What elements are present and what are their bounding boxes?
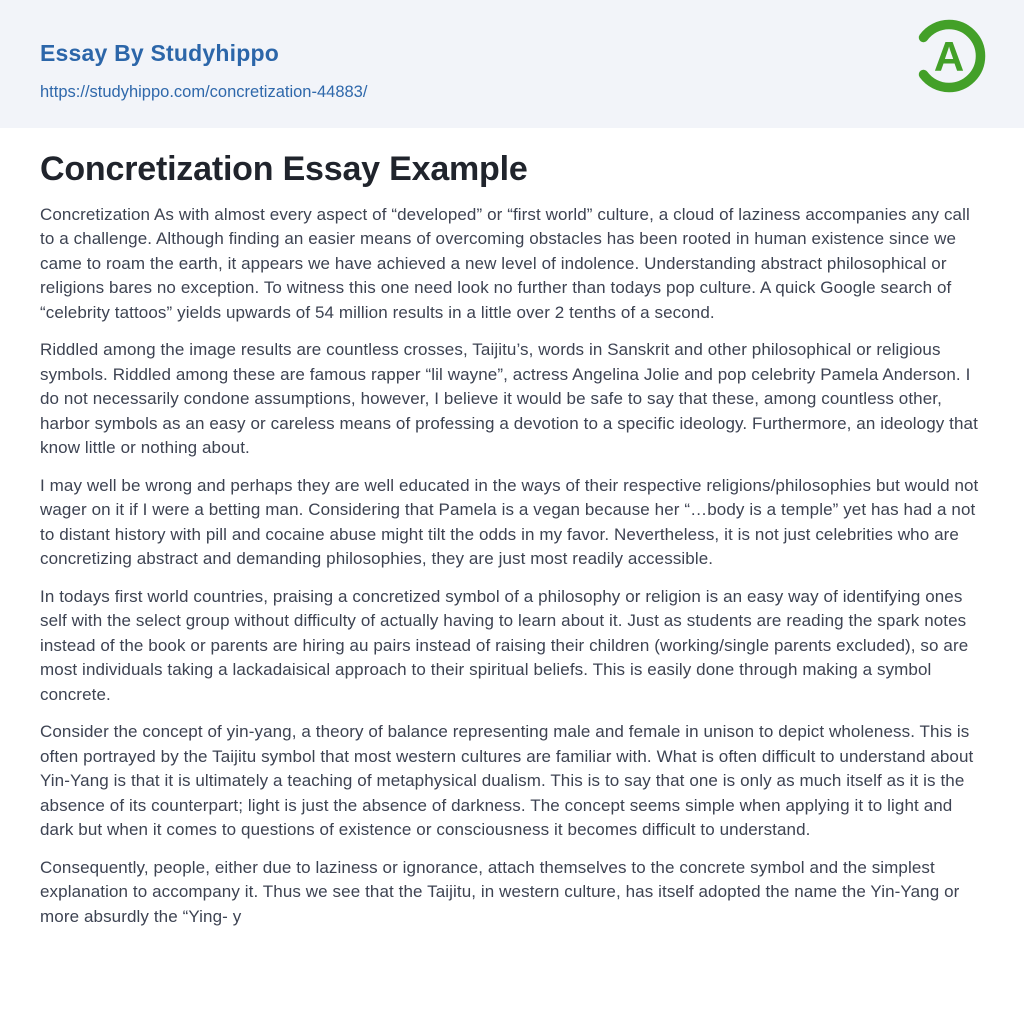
studyhippo-logo-icon: [910, 17, 988, 95]
essay-paragraph: Consequently, people, either due to laziness or ignorance, attach themselves to the concrete symbol and the simplest explanation to accompany it. Thus we see that the Taijitu, in western culture, has itself adopted the name the Yin-Yang or more absurdly the “Ying- y: [40, 857, 960, 926]
source-url-link[interactable]: https://studyhippo.com/concretization-44883/: [40, 82, 368, 101]
essay-title: Concretization Essay Example: [40, 150, 528, 188]
essay-body: [40, 203, 984, 970]
essay-content: [0, 149, 1024, 969]
page-header: [0, 0, 1024, 128]
byline-title: Essay By Studyhippo: [40, 40, 279, 66]
essay-paragraph: I may well be wrong and perhaps they are well educated in the ways of their respective religions/philosophies but would not wager on it if I were a betting man. Considering that Pamela is a vegan because her “…body is a temple” yet has had a not to distant history with pill and cocaine abuse might tilt the odds in my favor. Nevertheless, it is not just celebrities who are concretizing abstract and demanding philosophies, they are just most readily accessible.: [40, 475, 979, 569]
logo-arc-icon: [910, 17, 988, 95]
essay-paragraph: Consider the concept of yin-yang, a theory of balance representing male and female in unison to depict wholeness. This is often portrayed by the Taijitu symbol that most western cultures are familiar with. What is often difficult to understand about Yin-Yang is that it is ultimately a teaching of metaphysical dualism. This is to say that one is only as much itself as it is the absence of its counterpart; light is just the absence of darkness. The concept seems simple when applying it to light and dark but when it comes to questions of existence or consciousness it becomes difficult to understand.: [40, 722, 974, 840]
essay-paragraph: In todays first world countries, praising a concretized symbol of a philosophy or religion is an easy way of identifying ones self with the select group without difficulty of actually having to learn about it. Just as students are reading the spark notes instead of the book or parents are hiring au pairs instead of raising their children (working/single parents excluded), so are most individuals taking a lackadaisical approach to their spiritual beliefs. This is easily done through making a symbol concrete.: [40, 586, 969, 704]
essay-paragraph: Concretization As with almost every aspect of “developed” or “first world” culture, a cloud of laziness accompanies any call to a challenge. Although finding an easier means of overcoming obstacles has been rooted in human existence since we came to roam the earth, it appears we have achieved a new level of indolence. Understanding abstract philosophical or religions bares no exception. To witness this one need look no further than todays pop culture. A quick Google search of “celebrity tattoos” yields upwards of 54 million results in a little over 2 tenths of a second.: [40, 204, 970, 322]
essay-paragraph: Riddled among the image results are countless crosses, Taijitu’s, words in Sanskrit and other philosophical or religious symbols. Riddled among these are famous rapper “lil wayne”, actress Angelina Jolie and pop celebrity Pamela Anderson. I do not necessarily condone assumptions, however, I believe it would be safe to say that these, among countless other, harbor symbols as an easy or careless means of professing a devotion to a specific ideology. Furthermore, an ideology that know little or nothing about.: [40, 340, 978, 458]
logo-letter: A: [933, 33, 965, 80]
